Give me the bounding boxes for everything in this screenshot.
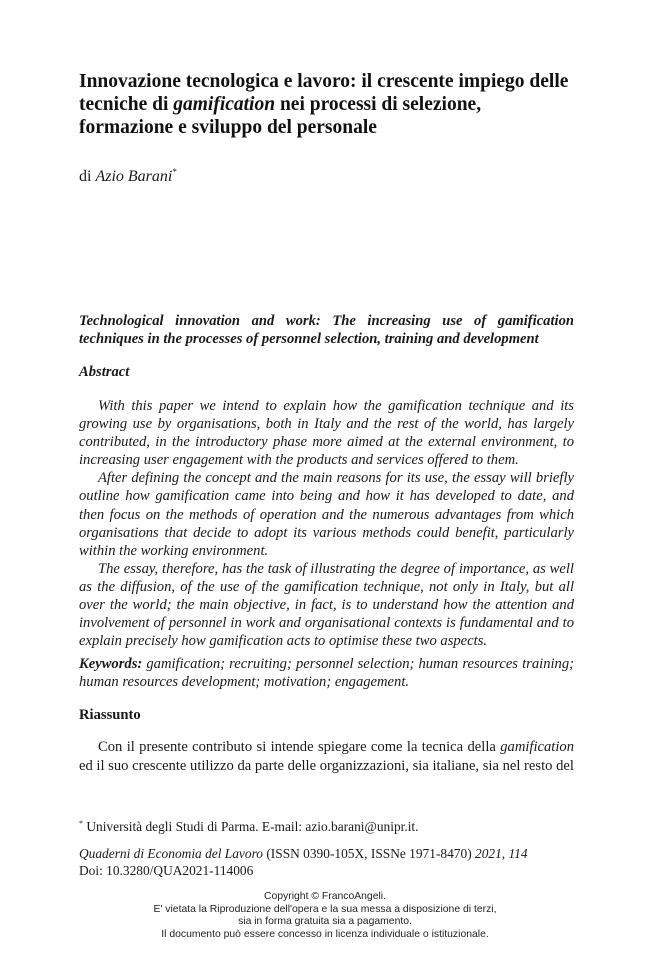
article-title bbox=[79, 70, 579, 139]
journal-issn: (ISSN 0390-105X, ISSNe 1971-8470) bbox=[262, 846, 475, 861]
riassunto-heading: Riassunto bbox=[79, 707, 141, 723]
copyright-notice bbox=[0, 891, 650, 941]
copyright-line: sia in forma gratuita sia a pagamento. bbox=[238, 916, 412, 928]
title-text-part2: nei processi di selezione, formazione e sviluppo del personale bbox=[79, 94, 482, 138]
copyright-line: Copyright © FrancoAngeli. bbox=[263, 891, 386, 902]
riassunto-body bbox=[79, 738, 574, 776]
journal-doi: Doi: 10.3280/QUA2021-114006 bbox=[79, 862, 254, 878]
abstract-heading: Abstract bbox=[79, 364, 130, 380]
journal-year-issue: 2021, 114 bbox=[475, 846, 528, 861]
title-text-italic: gamification bbox=[173, 94, 276, 115]
journal-citation bbox=[79, 846, 579, 863]
riassunto-text-part2: ed il suo crescente utilizzo da parte delle organizzazioni, sia italiane, sia nel resto del bbox=[79, 758, 574, 774]
riassunto-paragraph bbox=[79, 738, 574, 776]
copyright-line: Il documento può essere concesso in licenza individuale o istituzionale. bbox=[161, 928, 489, 940]
abstract-body bbox=[79, 397, 574, 650]
author-footnote bbox=[79, 815, 419, 835]
author-line bbox=[79, 162, 177, 187]
english-title: Technological innovation and work: The increasing use of gamification techniques in the processes of personnel selection, training and development bbox=[79, 313, 574, 347]
abstract-paragraph: After defining the concept and the main reasons for its use, the essay will briefly outline how gamification came into being and how it has developed to date, and then focus on the methods of operation and the numerous advantages from which organisations that decide to adopt its various methods could benefit, particularly within the working environment. bbox=[79, 470, 574, 559]
keywords-text: gamification; recruiting; personnel selection; human resources training; human resources development; motivation; engagement. bbox=[79, 656, 574, 690]
abstract-paragraph: The essay, therefore, has the task of illustrating the degree of importance, as well as the diffusion, of the use of the gamification technique, not only in Italy, but all over the world; the main objective, in fact, is to understand how the attention and involvement of personnel in work and organisational contexts is fundamental and to explain precisely how gamification acts to optimise these two aspects. bbox=[79, 560, 574, 650]
riassunto-text-italic: gamification bbox=[500, 739, 574, 755]
footnote-text: Università degli Studi di Parma. E-mail: azio.barani@unipr.it. bbox=[83, 819, 419, 834]
riassunto-text-part1: Con il presente contributo si intende spiegare come la tecnica della bbox=[98, 739, 501, 755]
author-footnote-mark: * bbox=[172, 167, 177, 177]
journal-info bbox=[79, 846, 579, 879]
title-text-part1: Innovazione tecnologica e lavoro: il crescente impiego delle tecniche di bbox=[79, 71, 569, 115]
author-name: Azio Barani bbox=[95, 168, 173, 185]
keywords bbox=[79, 655, 574, 691]
author-prefix: di bbox=[79, 168, 96, 185]
copyright-line: E' vietata la Riproduzione dell'opera e la sua messa a disposizione di terzi, bbox=[153, 903, 497, 915]
keywords-label: Keywords: bbox=[79, 656, 143, 672]
abstract-paragraph: With this paper we intend to explain how the gamification technique and its growing use by organisations, both in Italy and the rest of the world, has largely contributed, in the introductory phase more aimed at the external environment, to increasing user engagement with the products and services offered to them. bbox=[79, 398, 574, 469]
footnote-mark: * bbox=[79, 819, 83, 828]
journal-name: Quaderni di Economia del Lavoro bbox=[79, 846, 263, 861]
